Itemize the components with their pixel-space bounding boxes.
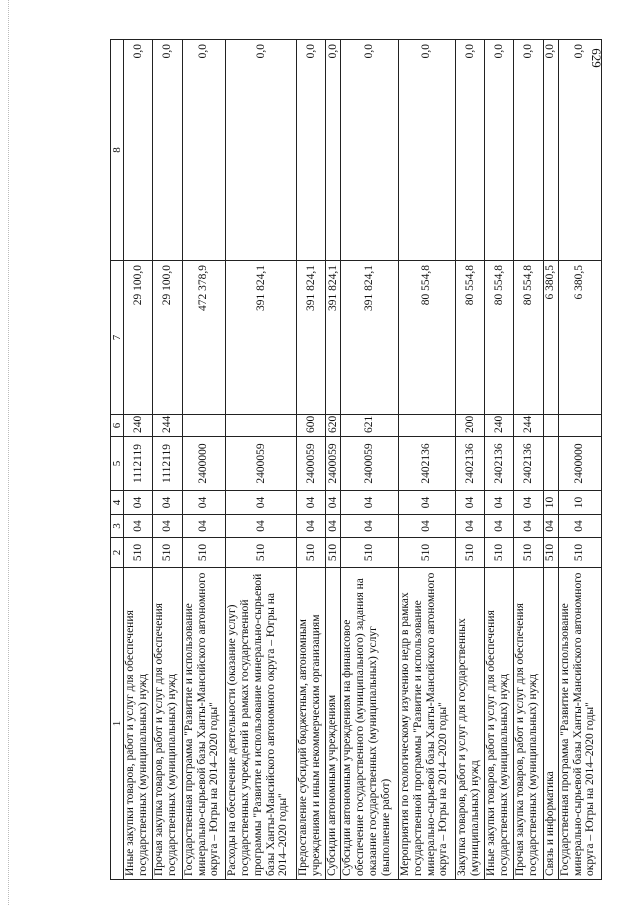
row-value-cell: 2402136	[456, 437, 485, 491]
row-description-cell: Государственная программа "Развитие и использование минерально-сырьевой базы Ханты-Мансийского автономного округа – Югры на 2014–2020 годы"	[182, 568, 225, 880]
row-value-cell: 04	[182, 491, 225, 515]
table-row	[558, 40, 601, 880]
row-value-cell: 0,0	[124, 40, 153, 261]
row-value-cell: 391 824,1	[341, 261, 398, 415]
row-description-cell: Прочая закупка товаров, работ и услуг для обеспечения государственных (муниципальных) нужд	[514, 568, 543, 880]
row-value-cell: 04	[398, 515, 455, 538]
row-value-cell: 0,0	[341, 40, 398, 261]
row-value-cell: 04	[326, 491, 341, 515]
row-value-cell: 2402136	[398, 437, 455, 491]
row-value-cell: 04	[485, 491, 514, 515]
row-value-cell: 0,0	[514, 40, 543, 261]
row-value-cell: 510	[543, 538, 558, 568]
row-value-cell: 6 380,5	[543, 261, 558, 415]
row-value-cell: 0,0	[543, 40, 558, 261]
header-cell: 5	[111, 437, 124, 491]
row-value-cell: 2402136	[514, 437, 543, 491]
row-value-cell: 80 554,8	[456, 261, 485, 415]
row-value-cell: 04	[225, 491, 296, 515]
row-value-cell: 620	[326, 415, 341, 437]
table-row	[124, 40, 153, 880]
row-description-cell: Иные закупки товаров, работ и услуг для обеспечения государственных (муниципальных) нужд	[124, 568, 153, 880]
row-value-cell: 04	[514, 491, 543, 515]
row-value-cell: 510	[153, 538, 182, 568]
row-value-cell: 2402136	[485, 437, 514, 491]
row-value-cell: 04	[456, 515, 485, 538]
table-row	[456, 40, 485, 880]
row-value-cell: 2400000	[182, 437, 225, 491]
row-value-cell	[225, 415, 296, 437]
scan-margin-marks	[8, 0, 13, 905]
row-value-cell: 2400059	[326, 437, 341, 491]
table-row	[514, 40, 543, 880]
row-value-cell: 510	[485, 538, 514, 568]
row-value-cell: 1112119	[124, 437, 153, 491]
row-value-cell: 510	[456, 538, 485, 568]
row-value-cell: 510	[558, 538, 601, 568]
row-value-cell: 472 378,9	[182, 261, 225, 415]
row-value-cell: 510	[124, 538, 153, 568]
header-cell: 8	[111, 40, 124, 261]
row-value-cell: 04	[341, 515, 398, 538]
row-value-cell	[543, 415, 558, 437]
row-value-cell: 244	[153, 415, 182, 437]
row-value-cell: 1112119	[153, 437, 182, 491]
row-value-cell: 04	[153, 491, 182, 515]
page-number: 629	[588, 48, 604, 68]
row-value-cell	[182, 415, 225, 437]
header-cell: 1	[111, 568, 124, 880]
row-value-cell: 391 824,1	[225, 261, 296, 415]
row-value-cell: 04	[124, 515, 153, 538]
row-value-cell: 2400059	[341, 437, 398, 491]
row-value-cell: 04	[543, 515, 558, 538]
table-row	[182, 40, 225, 880]
row-value-cell: 29 100,0	[124, 261, 153, 415]
row-value-cell: 04	[225, 515, 296, 538]
row-value-cell: 510	[514, 538, 543, 568]
header-cell: 7	[111, 261, 124, 415]
row-value-cell: 244	[514, 415, 543, 437]
row-description-cell: Предоставление субсидий бюджетным, автономным учреждениям и иным некоммерческим организациям	[297, 568, 326, 880]
row-value-cell: 621	[341, 415, 398, 437]
budget-table	[110, 39, 602, 880]
row-value-cell: 0,0	[326, 40, 341, 261]
row-value-cell: 0,0	[485, 40, 514, 261]
row-value-cell: 04	[558, 515, 601, 538]
row-value-cell	[398, 415, 455, 437]
row-value-cell: 0,0	[153, 40, 182, 261]
row-value-cell: 0,0	[225, 40, 296, 261]
row-value-cell: 0,0	[297, 40, 326, 261]
row-description-cell: Закупка товаров, работ и услуг для государственных (муниципальных) нужд	[456, 568, 485, 880]
row-value-cell	[558, 415, 601, 437]
table-row	[297, 40, 326, 880]
row-value-cell: 391 824,1	[326, 261, 341, 415]
row-value-cell: 6 380,5	[558, 261, 601, 415]
row-value-cell: 240	[124, 415, 153, 437]
row-value-cell: 510	[326, 538, 341, 568]
row-value-cell: 04	[297, 515, 326, 538]
row-value-cell: 200	[456, 415, 485, 437]
row-value-cell	[543, 437, 558, 491]
row-value-cell: 04	[485, 515, 514, 538]
table-row	[341, 40, 398, 880]
row-description-cell: Государственная программа "Развитие и использование минерально-сырьевой базы Ханты-Мансийского автономного округа – Югры на 2014–2020 годы"	[558, 568, 601, 880]
row-description-cell: Связь и информатика	[543, 568, 558, 880]
row-description-cell: Расходы на обеспечение деятельности (оказание услуг) государственных учреждений в рамках государственной программы "Развитие и использование минерально-сырьевой базы Ханты-Мансийского автономного округа – Югры на 2014–2020 годы"	[225, 568, 296, 880]
row-value-cell: 29 100,0	[153, 261, 182, 415]
row-value-cell: 04	[456, 491, 485, 515]
row-description-cell: Иные закупки товаров, работ и услуг для обеспечения государственных (муниципальных) нужд	[485, 568, 514, 880]
row-value-cell: 0,0	[558, 40, 601, 261]
header-cell: 4	[111, 491, 124, 515]
table-header-row	[111, 40, 124, 880]
row-value-cell: 0,0	[398, 40, 455, 261]
row-value-cell: 510	[398, 538, 455, 568]
row-description-cell: Субсидии автономным учреждениям на финансовое обеспечение государственного (муниципального) задания на оказание государственных (муниципальных) услуг (выполнение работ)	[341, 568, 398, 880]
row-value-cell: 04	[297, 491, 326, 515]
row-value-cell: 10	[543, 491, 558, 515]
row-value-cell: 10	[558, 491, 601, 515]
header-cell: 3	[111, 515, 124, 538]
row-value-cell: 04	[326, 515, 341, 538]
row-description-cell: Прочая закупка товаров, работ и услуг для обеспечения государственных (муниципальных) нужд	[153, 568, 182, 880]
row-value-cell: 04	[341, 491, 398, 515]
header-cell: 2	[111, 538, 124, 568]
row-value-cell: 510	[225, 538, 296, 568]
row-value-cell: 04	[514, 515, 543, 538]
row-value-cell: 04	[124, 491, 153, 515]
table-row	[153, 40, 182, 880]
row-description-cell: Мероприятия по геологическому изучению недр в рамках государственной программы "Развитие и использование минерально-сырьевой базы Ханты-Мансийского автономного округа – Югры на 2014–2020 годы"	[398, 568, 455, 880]
row-value-cell: 04	[153, 515, 182, 538]
row-value-cell: 391 824,1	[297, 261, 326, 415]
row-value-cell: 04	[182, 515, 225, 538]
row-value-cell: 510	[182, 538, 225, 568]
row-value-cell: 2400059	[225, 437, 296, 491]
row-value-cell: 04	[398, 491, 455, 515]
row-value-cell: 80 554,8	[514, 261, 543, 415]
row-value-cell: 600	[297, 415, 326, 437]
row-value-cell: 2400000	[558, 437, 601, 491]
table-row	[485, 40, 514, 880]
table-row	[225, 40, 296, 880]
table-row	[326, 40, 341, 880]
rotated-table-wrapper	[110, 40, 602, 880]
row-value-cell: 0,0	[456, 40, 485, 261]
header-cell: 6	[111, 415, 124, 437]
table-row	[398, 40, 455, 880]
row-description-cell: Субсидии автономным учреждениям	[326, 568, 341, 880]
row-value-cell: 240	[485, 415, 514, 437]
row-value-cell: 510	[341, 538, 398, 568]
row-value-cell: 510	[297, 538, 326, 568]
row-value-cell: 2400059	[297, 437, 326, 491]
row-value-cell: 80 554,8	[485, 261, 514, 415]
row-value-cell: 0,0	[182, 40, 225, 261]
table-row	[543, 40, 558, 880]
row-value-cell: 80 554,8	[398, 261, 455, 415]
